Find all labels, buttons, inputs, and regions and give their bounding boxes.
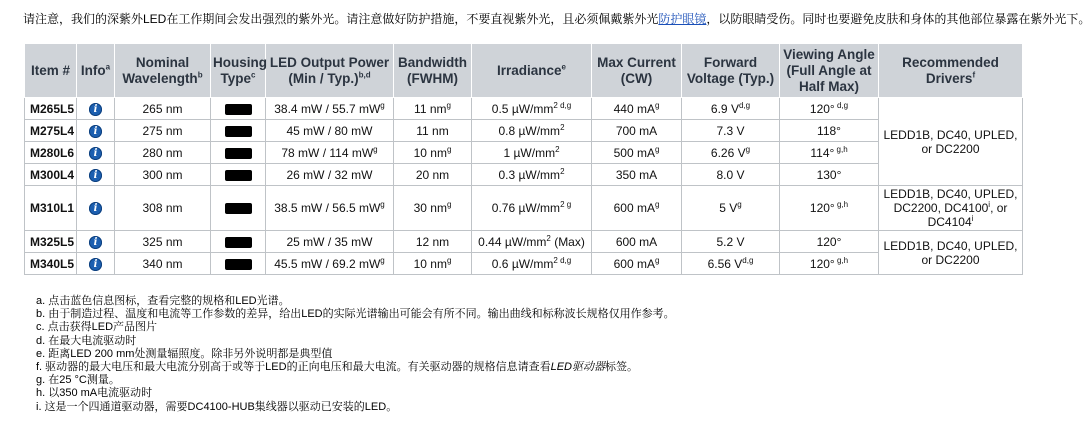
irradiance-cell: 0.76 $\mu W/mm^{2 g}$ <box>472 186 592 231</box>
info-icon[interactable]: i <box>89 125 102 138</box>
voltage-cell: 5 $V^g$ <box>682 186 780 231</box>
header-wavelength: Nominal Wavelength$^b$ <box>115 44 211 98</box>
info-cell <box>77 98 115 120</box>
item-number: M275L4 <box>25 120 77 142</box>
irradiance-cell: 0.5 $\mu W/mm^{2 d,g}$ <box>472 98 592 120</box>
header-irradiance: Irradiance$^e$ <box>472 44 592 98</box>
uv-led-spec-table <box>24 43 1023 275</box>
wavelength-cell: 308 nm <box>115 186 211 231</box>
voltage-cell: 8.0 V <box>682 164 780 186</box>
voltage-cell: 6.56 V$^{d,g}$ <box>682 253 780 275</box>
output-cell: 25 mW / 35 mW <box>266 231 394 253</box>
footnote-f: f. 驱动器的最大电压和最大电流分别高于或等于LED的正向电压和最大电流。有关驱动器的规格信息请查看LED驱动器标签。 <box>36 360 638 373</box>
footnote-h: h. 以350 mA电流驱动时 <box>36 387 153 400</box>
header-output-power: LED Output Power (Min / Typ.)$^{b,d}$ <box>266 44 394 98</box>
header-forward-voltage: Forward Voltage (Typ.) <box>682 44 780 98</box>
irradiance-cell: 0.6 $\mu W/mm^{2 d,g}$ <box>472 253 592 275</box>
info-cell <box>77 231 115 253</box>
current-cell: 500 $mA^g$ <box>592 142 682 164</box>
footnote-g: g. 在25 °C测量。 <box>36 374 120 387</box>
wavelength-cell: 300 nm <box>115 164 211 186</box>
protective-goggles-link[interactable]: 防护眼镜 <box>658 12 707 26</box>
info-cell <box>77 120 115 142</box>
housing-cell <box>211 142 266 164</box>
angle-cell: 120° $^{d,g}$ <box>780 98 879 120</box>
table-row <box>25 253 1023 275</box>
irradiance-cell: 0.8 $\mu W/mm^2$ <box>472 120 592 142</box>
housing-cell <box>211 231 266 253</box>
table-row <box>25 98 1023 120</box>
angle-cell: 130° <box>780 164 879 186</box>
header-max-current: Max Current (CW) <box>592 44 682 98</box>
current-cell: 700 mA <box>592 120 682 142</box>
header-info: Info$^a$ <box>77 44 115 98</box>
led-housing-image[interactable] <box>225 104 252 115</box>
footnote-i: i. 这是一个四通道驱动器，需要DC4100-HUB集线器以驱动已安装的LED。 <box>36 400 398 413</box>
drivers-cell-group2: LEDD1B, DC40, UPLED, DC2200, DC4100$^i$, or DC4104$^i$ <box>879 186 1023 231</box>
footnotes <box>36 295 675 414</box>
header-recommended-drivers: Recommended Drivers$^f$ <box>879 44 1023 98</box>
item-number: M325L5 <box>25 231 77 253</box>
drivers-cell-group1: LEDD1B, DC40, UPLED, or DC2200 <box>879 98 1023 186</box>
output-cell: 78 mW / 114 $mW^g$ <box>266 142 394 164</box>
info-icon[interactable]: i <box>89 169 102 182</box>
voltage-cell: 7.3 V <box>682 120 780 142</box>
table-row <box>25 231 1023 253</box>
header-bandwidth: Bandwidth (FWHM) <box>394 44 472 98</box>
angle-cell: 120° <box>780 231 879 253</box>
led-drivers-label: LED驱动器 <box>550 360 605 373</box>
table-row <box>25 164 1023 186</box>
info-cell <box>77 186 115 231</box>
wavelength-cell: 325 nm <box>115 231 211 253</box>
info-icon[interactable]: i <box>89 258 102 271</box>
footnote-b: b. 由于制造过程、温度和电流等工作参数的差异，给出LED的实际光谱输出可能会有所不同。输出曲线和标称波长规格仅用作参考。 <box>36 308 675 321</box>
irradiance-cell: 1 $\mu W/mm^2$ <box>472 142 592 164</box>
footnote-e: e. 距离LED 200 mm处测量辐照度。除非另外说明都是典型值 <box>36 347 333 360</box>
uv-warning-notice <box>23 10 1090 28</box>
info-cell <box>77 164 115 186</box>
item-number: M310L1 <box>25 186 77 231</box>
bandwidth-cell: 30 $nm^g$ <box>394 186 472 231</box>
info-icon[interactable]: i <box>89 236 102 249</box>
table-header-row <box>25 44 1023 98</box>
wavelength-cell: 265 nm <box>115 98 211 120</box>
item-number: M280L6 <box>25 142 77 164</box>
table-row <box>25 142 1023 164</box>
housing-cell <box>211 186 266 231</box>
led-housing-image[interactable] <box>225 237 252 248</box>
voltage-cell: 6.9 V$^{d,g}$ <box>682 98 780 120</box>
angle-cell: 114° $^{g,h}$ <box>780 142 879 164</box>
item-number: M300L4 <box>25 164 77 186</box>
notice-text-after: ，以防眼睛受伤。同时也要避免皮肤和身体的其他部位暴露在紫外光下。 <box>706 12 1090 26</box>
led-housing-image[interactable] <box>225 259 252 270</box>
footnote-d: d. 在最大电流驱动时 <box>36 334 137 347</box>
bandwidth-cell: 10 $nm^g$ <box>394 142 472 164</box>
bandwidth-cell: 11 $nm^g$ <box>394 98 472 120</box>
wavelength-cell: 340 nm <box>115 253 211 275</box>
drivers-cell-group3: LEDD1B, DC40, UPLED, or DC2200 <box>879 231 1023 275</box>
info-cell <box>77 253 115 275</box>
housing-cell <box>211 120 266 142</box>
led-housing-image[interactable] <box>225 170 252 181</box>
housing-cell <box>211 253 266 275</box>
led-housing-image[interactable] <box>225 203 252 214</box>
header-viewing-angle: Viewing Angle (Full Angle at Half Max) <box>780 44 879 98</box>
notice-text-before: 请注意，我们的深紫外LED在工作期间会发出强烈的紫外光。请注意做好防护措施，不要直视紫外光，且必须佩戴紫外光 <box>23 12 659 26</box>
table-row <box>25 120 1023 142</box>
output-cell: 38.4 mW / 55.7 $mW^g$ <box>266 98 394 120</box>
info-cell <box>77 142 115 164</box>
output-cell: 38.5 mW / 56.5 $mW^g$ <box>266 186 394 231</box>
housing-cell <box>211 98 266 120</box>
table-row <box>25 186 1023 231</box>
info-icon[interactable]: i <box>89 202 102 215</box>
led-housing-image[interactable] <box>225 148 252 159</box>
voltage-cell: 5.2 V <box>682 231 780 253</box>
angle-cell: 118° <box>780 120 879 142</box>
irradiance-cell: 0.44 $\mu W/mm^2$ (Max) <box>472 231 592 253</box>
current-cell: 600 $mA^g$ <box>592 186 682 231</box>
footnote-c: c. 点击获得LED产品图片 <box>36 321 158 334</box>
irradiance-cell: 0.3 $\mu W/mm^2$ <box>472 164 592 186</box>
info-icon[interactable]: i <box>89 103 102 116</box>
item-number: M340L5 <box>25 253 77 275</box>
voltage-cell: 6.26 $V^g$ <box>682 142 780 164</box>
output-cell: 45 mW / 80 mW <box>266 120 394 142</box>
current-cell: 440 $mA^g$ <box>592 98 682 120</box>
output-cell: 45.5 mW / 69.2 $mW^g$ <box>266 253 394 275</box>
footnote-a: a. 点击蓝色信息图标，查看完整的规格和LED光谱。 <box>36 295 290 307</box>
info-icon[interactable]: i <box>89 147 102 160</box>
header-housing: Housing Type$^c$ <box>211 44 266 98</box>
angle-cell: 120° $^{g,h}$ <box>780 253 879 275</box>
bandwidth-cell: 12 nm <box>394 231 472 253</box>
output-cell: 26 mW / 32 mW <box>266 164 394 186</box>
item-number: M265L5 <box>25 98 77 120</box>
current-cell: 600 $mA^g$ <box>592 253 682 275</box>
header-item: Item # <box>25 44 77 98</box>
led-housing-image[interactable] <box>225 126 252 137</box>
angle-cell: 120° $^{g,h}$ <box>780 186 879 231</box>
housing-cell <box>211 164 266 186</box>
bandwidth-cell: 10 $nm^g$ <box>394 253 472 275</box>
wavelength-cell: 280 nm <box>115 142 211 164</box>
current-cell: 350 mA <box>592 164 682 186</box>
bandwidth-cell: 11 nm <box>394 120 472 142</box>
bandwidth-cell: 20 nm <box>394 164 472 186</box>
current-cell: 600 mA <box>592 231 682 253</box>
wavelength-cell: 275 nm <box>115 120 211 142</box>
